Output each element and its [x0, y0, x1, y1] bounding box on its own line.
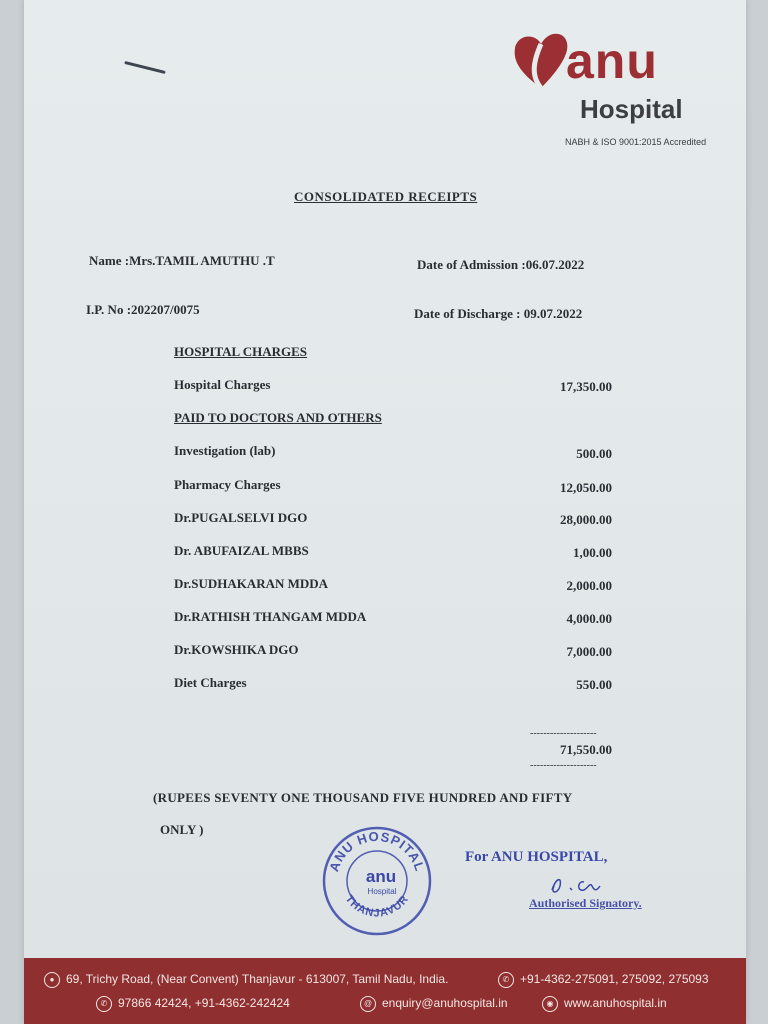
- heart-logo-icon: [511, 30, 571, 92]
- globe-icon: ◉: [542, 996, 558, 1012]
- line-item-amount: 28,000.00: [560, 512, 612, 527]
- footer-email[interactable]: @ enquiry@anuhospital.in: [360, 996, 508, 1012]
- footer-address: ● 69, Trichy Road, (Near Convent) Thanjavur - 613007, Tamil Nadu, India.: [44, 972, 448, 988]
- section-hospital-charges: HOSPITAL CHARGES: [174, 344, 308, 359]
- phone-icon: ✆: [498, 972, 514, 988]
- line-item-label: Hospital Charges: [174, 377, 271, 392]
- stamp-logo-text: anu: [365, 867, 397, 886]
- discharge-date: Date of Discharge : 09.07.2022: [414, 306, 583, 321]
- line-item-label: Diet Charges: [174, 675, 247, 690]
- admission-date: Date of Admission :06.07.2022: [417, 257, 585, 272]
- line-item-amount: 4,000.00: [566, 611, 612, 626]
- line-item-label: Dr.PUGALSELVI DGO: [174, 510, 308, 525]
- line-item-label: Dr.RATHISH THANGAM MDDA: [174, 609, 367, 624]
- logo-subtitle: Hospital: [580, 94, 683, 124]
- line-item-label: Pharmacy Charges: [174, 477, 281, 492]
- for-hospital-text: For ANU HOSPITAL,: [465, 849, 608, 865]
- hospital-stamp: [320, 824, 434, 938]
- line-item-amount: 7,000.00: [566, 644, 612, 659]
- line-item-amount: 1,00.00: [573, 545, 612, 560]
- footer-bar: [24, 958, 746, 1024]
- amount-in-words: (RUPEES SEVENTY ONE THOUSAND FIVE HUNDRED AND FIFTY: [153, 790, 573, 805]
- mobile-icon: ✆: [96, 996, 112, 1012]
- svg-text:THANJAVUR: [343, 893, 412, 919]
- accreditation-text: NABH & ISO 9001:2015 Accredited: [565, 137, 707, 147]
- line-item-amount: 12,050.00: [560, 480, 612, 495]
- stamp-bottom-text: THANJAVUR: [342, 893, 412, 920]
- line-item-label: Dr.KOWSHIKA DGO: [174, 642, 299, 657]
- footer-phones: ✆ +91-4362-275091, 275092, 275093: [498, 972, 709, 988]
- line-item-label: Investigation (lab): [174, 443, 276, 458]
- line-item-amount: 2,000.00: [566, 578, 612, 593]
- line-item-amount: 500.00: [576, 446, 612, 461]
- divider-top: --------------------: [530, 728, 597, 739]
- section-paid-to-doctors: PAID TO DOCTORS AND OTHERS: [174, 410, 382, 425]
- total-amount: 71,550.00: [560, 742, 612, 757]
- location-pin-icon: ●: [44, 972, 60, 988]
- ip-number: I.P. No :202207/0075: [86, 302, 200, 317]
- pen-mark: [124, 61, 165, 74]
- amount-in-words-cont: ONLY ): [160, 822, 204, 837]
- authorised-signatory-label: Authorised Signatory.: [529, 896, 642, 910]
- stamp-logo-sub: Hospital: [367, 887, 397, 896]
- footer-mobiles: ✆ 97866 42424, +91-4362-242424: [96, 996, 290, 1012]
- receipt-document: [24, 0, 746, 1024]
- footer-website[interactable]: ◉ www.anuhospital.in: [542, 996, 667, 1012]
- divider-bottom: --------------------: [530, 760, 597, 771]
- document-title: CONSOLIDATED RECEIPTS: [294, 189, 478, 204]
- line-item-amount: 17,350.00: [560, 379, 612, 394]
- line-item-amount: 550.00: [576, 677, 612, 692]
- stamp-top-text: ANU HOSPITAL: [326, 828, 428, 874]
- email-icon: @: [360, 996, 376, 1012]
- logo-wordmark: anu: [566, 33, 658, 89]
- line-item-label: Dr. ABUFAIZAL MBBS: [174, 543, 309, 558]
- line-item-label: Dr.SUDHAKARAN MDDA: [174, 576, 329, 591]
- patient-name: Name :Mrs.TAMIL AMUTHU .T: [89, 253, 275, 268]
